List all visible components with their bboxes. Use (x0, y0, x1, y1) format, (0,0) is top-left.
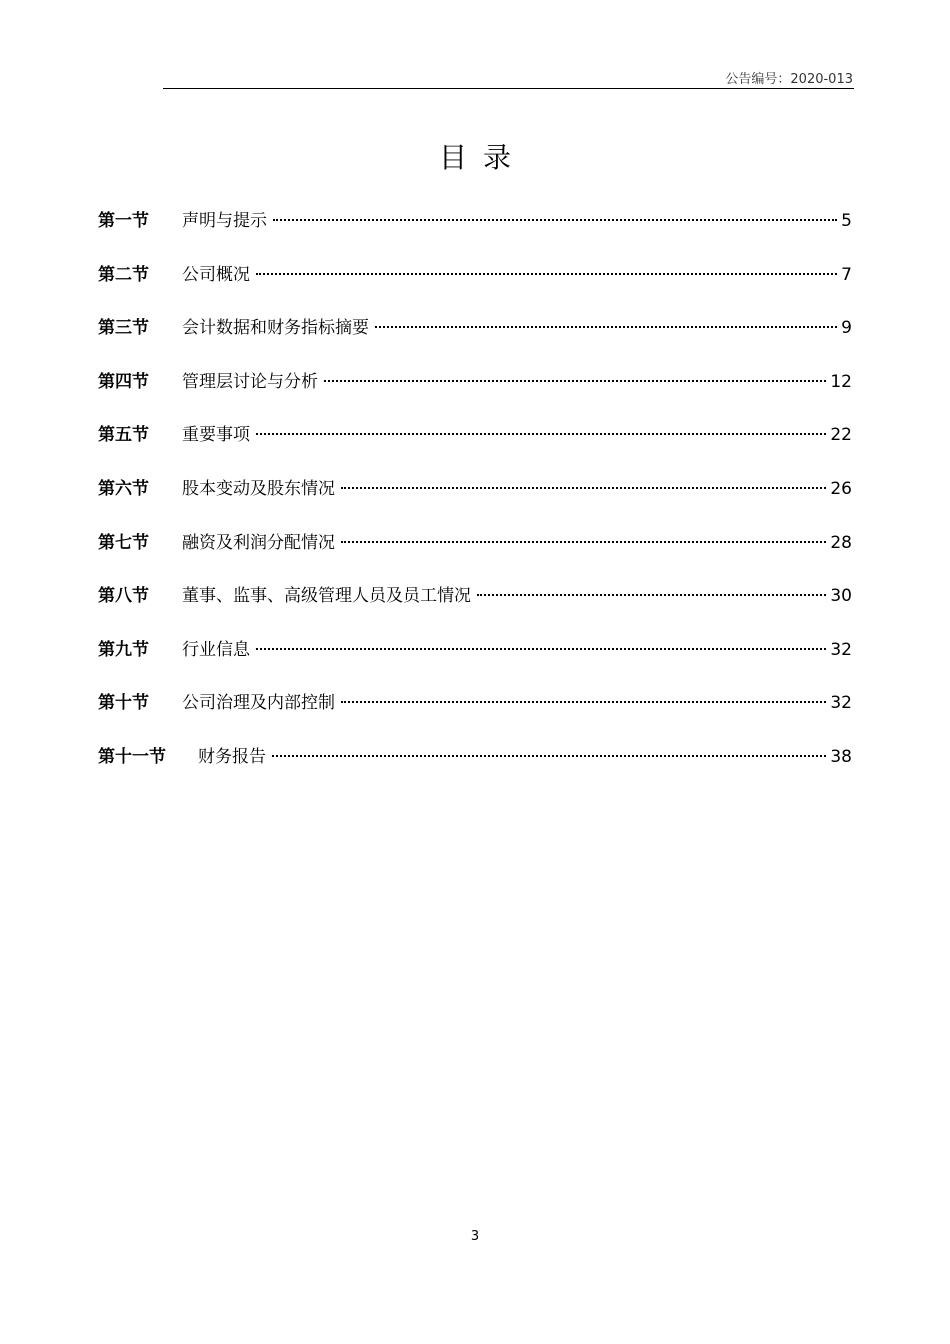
toc-entry[interactable] (98, 743, 852, 797)
toc-page-number: 7 (841, 264, 852, 285)
toc-entry-title: 董事、监事、高级管理人员及员工情况 (182, 586, 471, 607)
dot-leader (341, 701, 826, 703)
dot-leader (256, 648, 826, 650)
toc-entry-title: 声明与提示 (182, 211, 267, 231)
dot-leader (273, 219, 837, 221)
toc-section-label: 第五节 (98, 425, 149, 446)
toc-entry[interactable] (98, 582, 852, 636)
toc-section-label: 第二节 (98, 264, 149, 285)
toc-entry[interactable] (98, 529, 852, 583)
dot-leader (272, 755, 826, 757)
toc-section-label: 第七节 (98, 532, 149, 553)
dot-leader (477, 594, 826, 596)
toc-page-number: 30 (830, 586, 852, 607)
dot-leader (375, 326, 837, 328)
toc-page-number: 28 (830, 532, 852, 553)
toc-section-label: 第九节 (98, 639, 149, 660)
toc-section-label: 第三节 (98, 318, 149, 339)
dot-leader (256, 433, 826, 435)
header-divider (163, 88, 854, 89)
toc-section-label: 第六节 (98, 478, 149, 499)
toc-page-number: 26 (830, 478, 852, 499)
toc-section-label: 第四节 (98, 371, 149, 392)
toc-section-label: 第八节 (98, 586, 149, 607)
dot-leader (324, 380, 826, 382)
dot-leader (341, 487, 826, 489)
toc-page-number: 38 (830, 746, 852, 767)
toc-entry[interactable] (98, 636, 852, 690)
toc-entry-title: 公司治理及内部控制 (182, 693, 335, 714)
page-title: 目录 (438, 141, 527, 174)
toc-page-number: 32 (830, 693, 852, 714)
toc-page-number: 12 (830, 371, 852, 392)
toc-entry[interactable] (98, 314, 852, 368)
dot-leader (256, 273, 837, 275)
toc-entry-title: 股本变动及股东情况 (182, 478, 335, 499)
toc-page-number: 5 (841, 211, 852, 231)
toc-section-label: 第十一节 (98, 746, 166, 767)
toc-entry[interactable] (98, 475, 852, 529)
toc-entry[interactable] (98, 207, 852, 261)
toc-section-label: 第十节 (98, 693, 149, 714)
announcement-number: 公告编号：2020-013 (725, 72, 853, 87)
toc-page-number: 22 (830, 425, 852, 446)
toc-page-number: 9 (841, 318, 852, 339)
toc-entry[interactable] (98, 368, 852, 422)
toc-entry-title: 行业信息 (182, 639, 250, 660)
toc-entry[interactable] (98, 261, 852, 315)
toc-entry-title: 会计数据和财务指标摘要 (182, 318, 369, 339)
toc-entry[interactable] (98, 421, 852, 475)
toc-entry-title: 管理层讨论与分析 (182, 371, 318, 392)
toc-entry-title: 财务报告 (198, 746, 266, 767)
page-number: 3 (470, 1229, 480, 1244)
toc-entry-title: 公司概况 (182, 264, 250, 285)
table-of-contents (98, 207, 852, 797)
toc-entry[interactable] (98, 689, 852, 743)
toc-entry-title: 重要事项 (182, 425, 250, 446)
dot-leader (341, 541, 826, 543)
toc-page-number: 32 (830, 639, 852, 660)
toc-section-label: 第一节 (98, 211, 149, 231)
toc-entry-title: 融资及利润分配情况 (182, 532, 335, 553)
